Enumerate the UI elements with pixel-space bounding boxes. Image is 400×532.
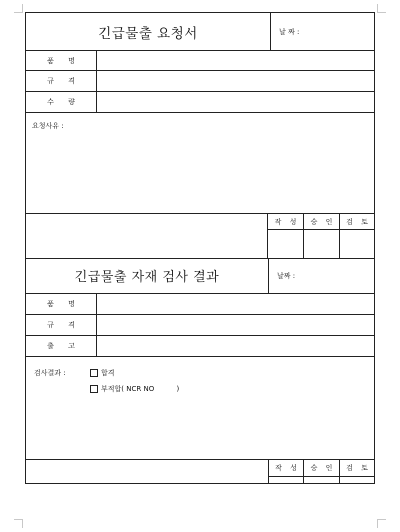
inspection-field-value-release[interactable]: [97, 336, 374, 356]
inspection-field-value-name[interactable]: [97, 294, 374, 314]
inspection-date-label: 날짜 :: [277, 271, 296, 280]
checkbox-icon[interactable]: [90, 369, 98, 377]
option-pass[interactable]: [90, 368, 115, 378]
form-sheet: [25, 12, 375, 484]
request-title: 긴급물출 요청서: [98, 25, 198, 42]
request-date-label: 날 짜 :: [279, 27, 300, 36]
inspection-field-label-spec: 규 격: [47, 321, 81, 329]
crop-mark-bottom-left: [14, 519, 23, 528]
request-sign-box-reviewer[interactable]: [340, 230, 374, 258]
request-sign-box-writer[interactable]: [268, 230, 303, 258]
request-approval-reviewer: 검 토: [346, 217, 371, 226]
request-reason-area[interactable]: [26, 131, 374, 211]
request-approval-writer: 작 성: [274, 217, 300, 226]
crop-mark-top-left: [14, 4, 23, 13]
inspection-approval-reviewer: 검 토: [346, 464, 371, 472]
inspection-sign-box-writer[interactable]: [269, 477, 303, 483]
inspection-field-label-name: 품 명: [47, 300, 81, 308]
request-field-label-spec: 규 격: [47, 77, 81, 85]
checkbox-icon[interactable]: [90, 385, 98, 393]
inspection-approval-approver: 승 인: [310, 464, 336, 472]
request-field-value-qty[interactable]: [97, 92, 374, 112]
inspection-result-label: 검사결과 :: [34, 369, 66, 377]
inspection-sign-box-reviewer[interactable]: [340, 477, 374, 483]
crop-mark-bottom-right: [377, 519, 386, 528]
request-field-label-qty: 수 량: [47, 98, 81, 106]
crop-mark-top-right: [377, 4, 386, 13]
inspection-approval-writer: 작 성: [275, 464, 300, 472]
inspection-field-value-spec[interactable]: [97, 315, 374, 335]
request-field-value-spec[interactable]: [97, 71, 374, 91]
option-nonconforming[interactable]: [90, 384, 179, 394]
request-field-value-name[interactable]: [97, 51, 374, 70]
inspection-title: 긴급물출 자재 검사 결과: [74, 270, 220, 285]
request-approval-approver: 승 인: [310, 217, 336, 226]
inspection-sign-box-approver[interactable]: [304, 477, 339, 483]
option-nonconforming-label: 부적합( NCR NO ): [101, 385, 180, 393]
request-sign-box-approver[interactable]: [304, 230, 339, 258]
request-reason-label: 요청사유 :: [32, 122, 64, 130]
request-field-label-name: 품 명: [47, 56, 81, 65]
inspection-field-label-release: 출 고: [47, 342, 81, 350]
option-pass-label: 합격: [101, 369, 115, 377]
